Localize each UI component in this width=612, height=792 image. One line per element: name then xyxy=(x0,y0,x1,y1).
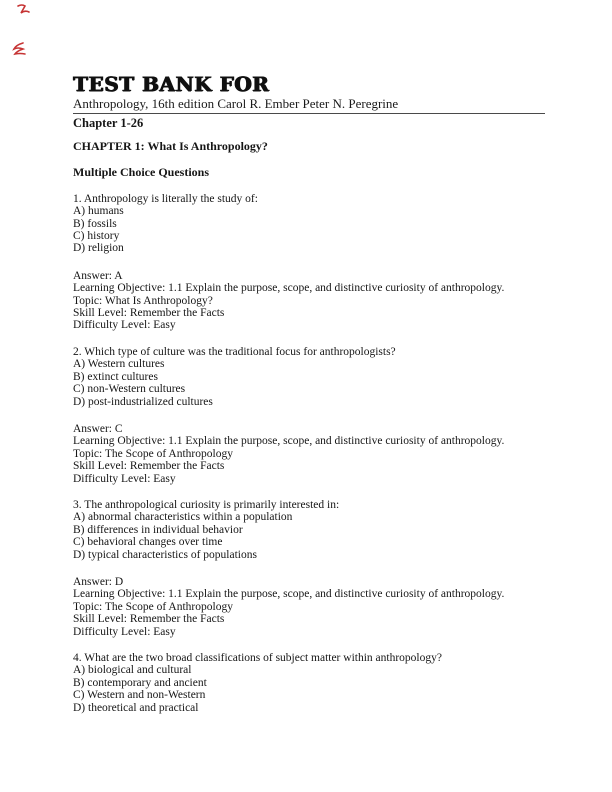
option-line: C) behavioral changes over time xyxy=(73,536,223,549)
option-line: C) Western and non-Western xyxy=(73,689,206,702)
detail-line: Skill Level: Remember the Facts xyxy=(73,307,225,320)
detail-line: Learning Objective: 1.1 Explain the purpose, scope, and distinctive curiosity of anthropology. xyxy=(73,588,505,601)
option-line: A) abnormal characteristics within a population xyxy=(73,511,293,524)
question-block xyxy=(73,499,545,638)
detail-line: Difficulty Level: Easy xyxy=(73,319,176,332)
question-options xyxy=(73,205,545,255)
section-heading: Multiple Choice Questions xyxy=(73,165,210,180)
option-line: D) theoretical and practical xyxy=(73,701,199,714)
option-line: D) typical characteristics of populations xyxy=(73,548,257,561)
option-line: A) biological and cultural xyxy=(73,664,192,677)
option-line: B) differences in individual behavior xyxy=(73,523,243,536)
chapter-heading: CHAPTER 1: What Is Anthropology? xyxy=(73,139,268,153)
detail-line: Answer: A xyxy=(73,269,123,282)
detail-line: Answer: C xyxy=(73,422,123,435)
question-block xyxy=(73,652,545,714)
question-block xyxy=(73,346,545,485)
detail-line: Answer: D xyxy=(73,575,124,588)
question-text: 3. The anthropological curiosity is primarily interested in: xyxy=(73,498,340,511)
option-line: A) humans xyxy=(73,205,124,218)
detail-line: Difficulty Level: Easy xyxy=(73,472,176,485)
question-text: 2. Which type of culture was the traditional focus for anthropologists? xyxy=(73,345,396,358)
detail-line: Skill Level: Remember the Facts xyxy=(73,613,225,626)
option-line: A) Western cultures xyxy=(73,358,165,371)
detail-line: Skill Level: Remember the Facts xyxy=(73,460,225,473)
detail-line: Topic: The Scope of Anthropology xyxy=(73,447,233,460)
question-options xyxy=(73,511,545,561)
option-line: C) history xyxy=(73,230,120,243)
question-details xyxy=(73,423,545,485)
question-options xyxy=(73,358,545,408)
question-options xyxy=(73,664,545,714)
detail-line: Topic: The Scope of Anthropology xyxy=(73,600,233,613)
question-details xyxy=(73,576,545,638)
question-details xyxy=(73,270,545,332)
detail-line: Topic: What Is Anthropology? xyxy=(73,294,213,307)
chapter-range: Chapter 1-26 xyxy=(73,116,144,130)
document-subtitle: Anthropology, 16th edition Carol R. Ember Peter N. Peregrine xyxy=(73,96,545,114)
question-block xyxy=(73,193,545,332)
questions-list xyxy=(73,193,545,714)
option-line: D) religion xyxy=(73,242,124,255)
option-line: B) fossils xyxy=(73,217,117,230)
option-line: C) non-Western cultures xyxy=(73,383,186,396)
detail-line: Learning Objective: 1.1 Explain the purpose, scope, and distinctive curiosity of anthropology. xyxy=(73,282,505,295)
detail-line: Difficulty Level: Easy xyxy=(73,625,176,638)
question-text: 1. Anthropology is literally the study of: xyxy=(73,192,258,205)
option-line: B) extinct cultures xyxy=(73,370,158,383)
option-line: B) contemporary and ancient xyxy=(73,676,207,689)
red-scribble-icon-2 xyxy=(11,41,28,57)
option-line: D) post-industrialized cultures xyxy=(73,395,213,408)
document-title: TEST BANK FOR xyxy=(73,72,270,96)
red-scribble-icon-1 xyxy=(16,3,32,16)
question-text: 4. What are the two broad classifications of subject matter within anthropology? xyxy=(73,652,442,664)
detail-line: Learning Objective: 1.1 Explain the purpose, scope, and distinctive curiosity of anthropology. xyxy=(73,435,505,448)
